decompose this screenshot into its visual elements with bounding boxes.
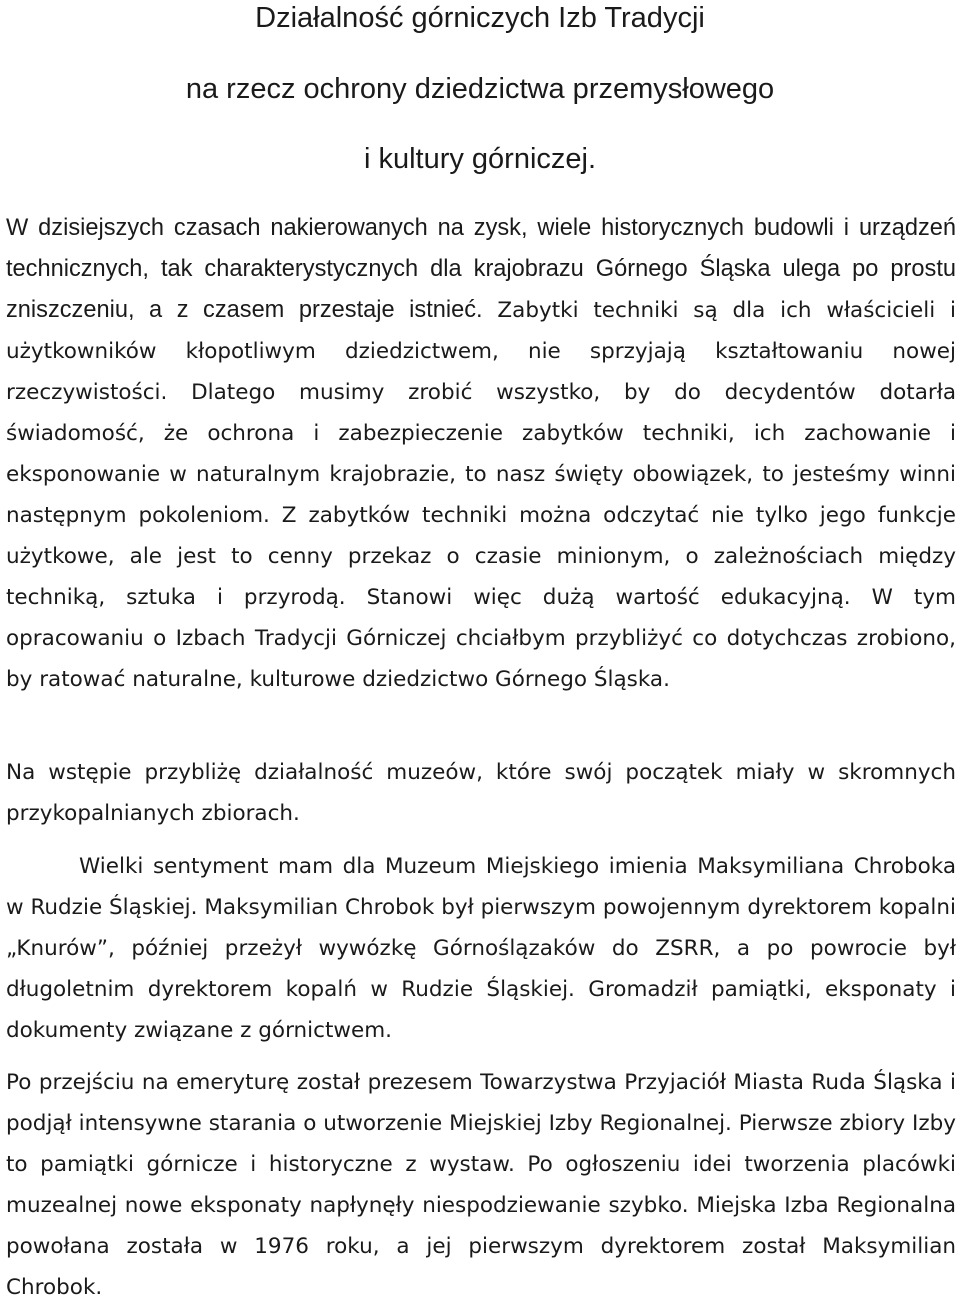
paragraph-2: Na wstępie przybliżę działalność muzeów, które swój początek miały w skromnych przykopalnianych zbiorach.	[6, 760, 956, 826]
title-line-2: na rzecz ochrony dziedzictwa przemysłowego	[185, 73, 775, 105]
paragraph-3: Wielki sentyment mam dla Muzeum Miejskiego imienia Maksymiliana Chroboka w Rudzie Śląskiej. Maksymilian Chrobok był pierwszym powojennym dyrektorem kopalni „Knurów”, później przeżył wywózkę Górnoślązaków do ZSRR, a po powrocie był długoletnim dyrektorem kopalń w Rudzie Śląskiej. Gromadził pamiątki, eksponaty i dokumenty związane z górnictwem.	[6, 854, 956, 1043]
title-line-3: i kultury górniczej.	[363, 143, 597, 175]
paragraph-1	[6, 208, 956, 700]
title-line-1: Działalność górniczych Izb Tradycji	[255, 2, 705, 34]
paragraph-4: Po przejściu na emeryturę został prezesem Towarzystwa Przyjaciół Miasta Ruda Śląska i podjął intensywne starania o utworzenie Miejskiej Izby Regionalnej. Pierwsze zbiory Izby to pamiątki górnicze i historyczne z wystaw. Po ogłoszeniu idei tworzenia placówki muzealnej nowe eksponaty napłynęły niespodziewanie szybko. Miejska Izba Regionalna powołana została w 1976 roku, a jej pierwszym dyrektorem został Maksymilian Chrobok.	[6, 1070, 956, 1300]
paragraph-1-body: Zabytki techniki są dla ich właścicieli i użytkowników kłopotliwym dziedzictwem, nie sprzyjają kształtowaniu nowej rzeczywistości. Dlatego musimy zrobić wszystko, by do decydentów dotarła świadomość, że ochrona i zabezpieczenie zabytków techniki, ich zachowanie i eksponowanie w naturalnym krajobrazie, to nasz święty obowiązek, to jesteśmy winni następnym pokoleniom. Z zabytków techniki można odczytać nie tylko jego funkcje użytkowe, ale jest to cenny przekaz o czasie minionym, o zależnościach między techniką, sztuka i przyrodą. Stanowi więc dużą wartość edukacyjną. W tym opracowaniu o Izbach Tradycji Górniczej chciałbym przybliżyć co dotychczas zrobiono, by ratować naturalne, kulturowe dziedzictwo Górnego Śląska.	[6, 298, 956, 692]
paragraph-1-opening: W dzisiejszych czasach nakierowanych na zysk, wiele historycznych budowli i urządzeń technicznych, tak charakterystycznych dla krajobrazu Górnego Śląska ulega po prostu zniszczeniu, a z czasem przestaje istnieć.	[6, 215, 956, 323]
